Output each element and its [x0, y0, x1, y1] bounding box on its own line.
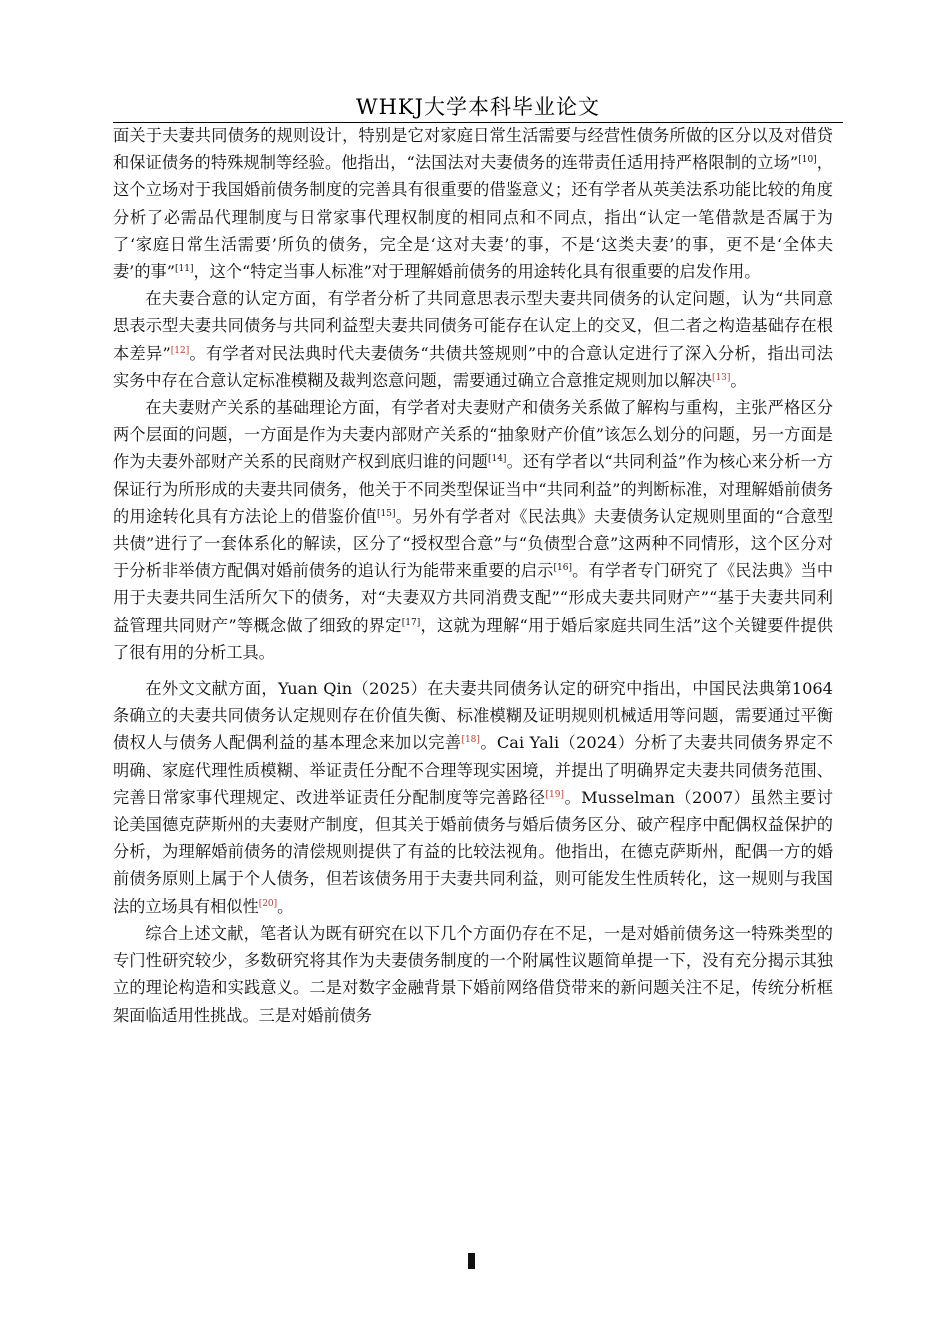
paragraph-text: 。还有学者以“共同利益”作为核心来分析一方保证行为所形成的夫妻共同债务，他关于不同类型保证当中“共同利益”的判断标准，对理解婚前债务的用途转化具有方法论上的借鉴价值: [113, 452, 833, 526]
citation-ref[interactable]: [18]: [461, 735, 480, 746]
page-number-mark: [466, 1253, 476, 1275]
page-header: [113, 92, 843, 123]
paragraph-text: 。: [730, 370, 747, 390]
paragraph-text: 。有学者专门研究了《民法典》当中用于夫妻共同生活所欠下的债务，对“夫妻双方共同消费支配”“形成夫妻共同财产”“基于夫妻共同利益管理共同财产”等概念做了细致的界定: [113, 561, 834, 635]
citation-ref[interactable]: [10]: [798, 155, 817, 166]
page-marker-icon: [468, 1253, 475, 1269]
paragraph-text: ，这个立场对于我国婚前债务制度的完善具有很重要的借鉴意义；还有学者从英美法系功能比较的角度分析了必需品代理制度与日常家事代理权制度的相同点和不同点，指出“认定一笔借款是否属于为了‘家庭日常生活需要’所负的债务，完全是‘这对夫妻’的事，不是‘这类夫妻’的事，更不是‘全体夫妻’的事”: [113, 153, 834, 282]
paragraph: [113, 394, 833, 666]
citation-ref[interactable]: [20]: [258, 898, 278, 909]
paragraph-text: 。: [277, 896, 294, 916]
paragraph: [113, 920, 833, 1029]
citation-ref[interactable]: [16]: [553, 563, 572, 574]
paragraph-text: ，这个“特定当事人标准”对于理解婚前债务的用途转化具有很重要的启发作用。: [193, 262, 761, 282]
paragraph-text: 。Cai Yali（2024）分析了夫妻共同债务界定不明确、家庭代理性质模糊、举证责任分配不合理等现实困境，并提出了明确界定夫妻共同债务范围、完善日常家事代理规定、改进举证责任分配制度等完善路径: [113, 733, 833, 807]
paragraph-text: 。另外有学者对《民法典》夫妻债务认定规则里面的“合意型共债”进行了一套体系化的解读，区分了“授权型合意”与“负债型合意”这两种不同情形，这个区分对于分析非举债方配偶对婚前债务的追认行为能带来重要的启示: [113, 506, 834, 581]
paragraph-text: 综合上述文献，笔者认为既有研究在以下几个方面仍存在不足，一是对婚前债务这一特殊类型的专门性研究较少，多数研究将其作为夫妻债务制度的一个附属性议题简单提一下，没有充分揭示其独立的理论构造和实践意义。二是对数字金融背景下婚前网络借贷带来的新问题关注不足，传统分析框架面临适用性挑战。三是对婚前债务: [113, 923, 833, 1025]
paragraph-text: 。Musselman（2007）虽然主要讨论美国德克萨斯州的夫妻财产制度，但其关于婚前债务与婚后债务区分、破产程序中配偶权益保护的分析，为理解婚前债务的清偿规则提供了有益的比较法视角。他指出，在德克萨斯州，配偶一方的婚前债务原则上属于个人债务，但若该债务用于夫妻共同利益，则可能发生性质转化，这一规则与我国法的立场具有相似性: [113, 787, 833, 916]
citation-ref[interactable]: [17]: [401, 617, 421, 628]
paragraph-text: 在夫妻合意的认定方面，有学者分析了共同意思表示型夫妻共同债务的认定问题，认为“共同意思表示型夫妻共同债务与共同利益型夫妻共同债务可能存在认定上的交叉，但二者之构造基础存在根本差异”: [113, 289, 833, 363]
citation-ref[interactable]: [14]: [487, 454, 507, 465]
citation-ref[interactable]: [11]: [174, 264, 194, 275]
paragraph-text: 在夫妻财产关系的基础理论方面，有学者对夫妻财产和债务关系做了解构与重构，主张严格区分两个层面的问题，一方面是作为夫妻内部财产关系的“抽象财产价值”该怎么划分的问题，另一方面是作为夫妻外部财产关系的民商财产权到底归谁的问题: [113, 398, 833, 472]
citation-ref[interactable]: [19]: [545, 789, 565, 800]
paragraph-text: 。有学者对民法典时代夫妻债务“共债共签规则”中的合意认定进行了深入分析，指出司法实务中存在合意认定标准模糊及裁判恣意问题，需要通过确立合意推定规则加以解决: [113, 343, 833, 390]
paragraph: [113, 122, 833, 285]
header-title: WHKJ大学本科毕业论文: [355, 95, 600, 119]
citation-ref[interactable]: [15]: [376, 508, 396, 519]
paragraph-text: 面关于夫妻共同债务的规则设计，特别是它对家庭日常生活需要与经营性债务所做的区分以及对借贷和保证债务的特殊规制等经验。他指出，“法国法对夫妻债务的连带责任适用持严格限制的立场”: [113, 126, 833, 173]
citation-ref[interactable]: [12]: [170, 345, 190, 356]
body-text: [113, 122, 833, 1029]
paragraph: [113, 285, 833, 394]
citation-ref[interactable]: [13]: [711, 372, 731, 383]
paragraph-text: 在外文文献方面，Yuan Qin（2025）在夫妻共同债务认定的研究中指出，中国民法典第1064条确立的夫妻共同债务认定规则存在价值失衡、标准模糊及证明规则机械适用等问题，需要通过平衡债权人与债务人配偶利益的基本理念来加以完善: [113, 679, 833, 753]
paragraph: [113, 675, 833, 920]
paragraph-text: ，这就为理解“用于婚后家庭共同生活”这个关键要件提供了很有用的分析工具。: [113, 615, 833, 662]
